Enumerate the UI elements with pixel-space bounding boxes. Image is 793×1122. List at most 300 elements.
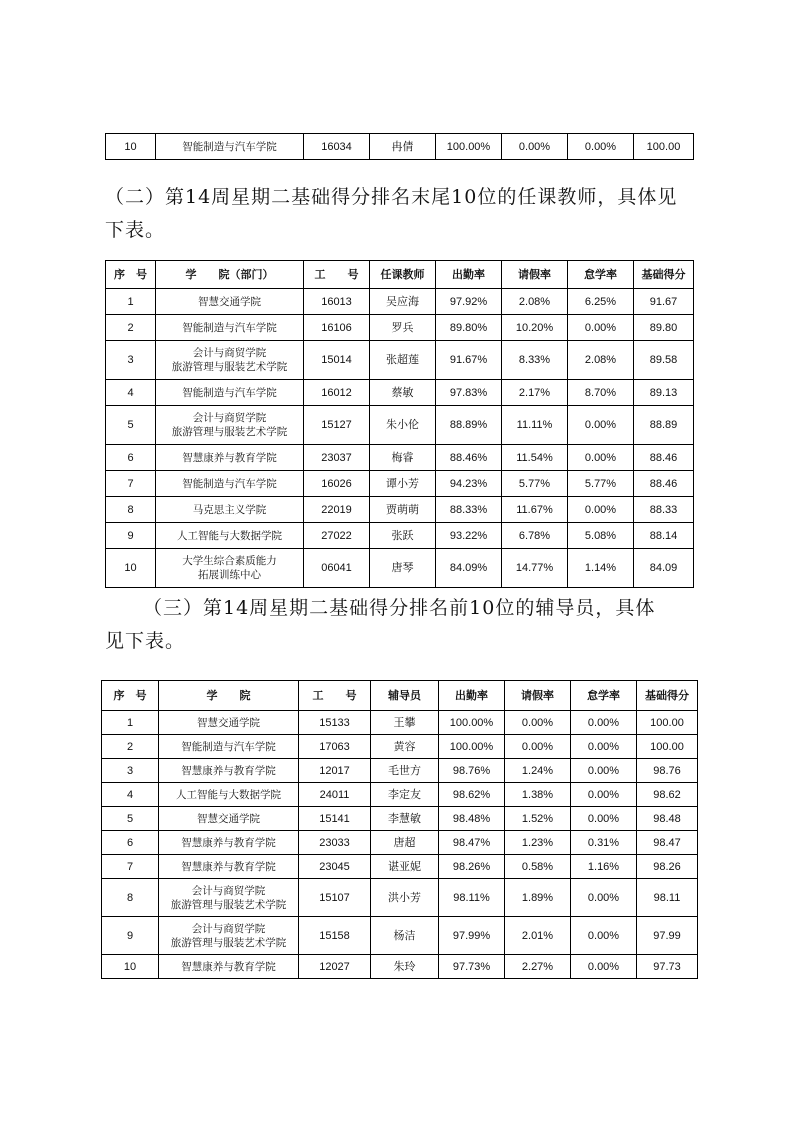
header-id: 工 号 — [299, 681, 371, 711]
cell-line: 3 — [127, 354, 134, 366]
cell-line: 2.17% — [518, 386, 551, 399]
cell-college — [159, 735, 299, 759]
cell-id — [299, 879, 371, 917]
table-row — [102, 735, 698, 759]
table-header-row — [106, 261, 694, 289]
cell-leave — [505, 855, 571, 879]
cell-attendance — [439, 879, 505, 917]
cell-attendance: 100.00% — [436, 134, 502, 160]
cell-id — [304, 549, 370, 588]
cell-name — [371, 955, 439, 979]
cell-attendance — [439, 955, 505, 979]
cell-name — [370, 341, 436, 380]
cell-id — [299, 783, 371, 807]
cell-line: 智能制造与汽车学院 — [182, 477, 277, 490]
cell-line: 1.89% — [521, 891, 554, 904]
header-leave: 请假率 — [502, 261, 568, 289]
cell-line: 6 — [127, 451, 134, 464]
cell-college — [156, 523, 304, 549]
cell-truancy — [568, 289, 634, 315]
cell-score — [637, 783, 698, 807]
cell-score — [634, 289, 694, 315]
cell-line: 0.00% — [587, 891, 620, 904]
cell-line: 89.80 — [649, 321, 678, 334]
cell-leave — [502, 315, 568, 341]
cell-line: 2.08% — [584, 354, 617, 366]
cell-line: 会计与商贸学院 — [192, 347, 267, 359]
cell-line: 6.78% — [518, 529, 551, 542]
cell-rank — [106, 289, 156, 315]
cell-attendance — [439, 735, 505, 759]
cell-line: 智能制造与汽车学院 — [181, 740, 276, 753]
cell-line: 0.00% — [587, 960, 620, 973]
table-header-row — [102, 681, 698, 711]
cell-line: 旅游管理与服装艺术学院 — [171, 361, 288, 373]
cell-college — [159, 831, 299, 855]
table-row — [102, 807, 698, 831]
cell-id — [304, 523, 370, 549]
cell-line: 唐琴 — [391, 561, 414, 574]
cell-score: 100.00 — [634, 134, 694, 160]
table-row — [106, 406, 694, 445]
cell-line: 8.33% — [518, 354, 551, 366]
cell-line: 7 — [126, 860, 134, 873]
cell-line: 8.70% — [584, 386, 617, 399]
cell-score — [634, 523, 694, 549]
cell-line: 王攀 — [393, 715, 416, 729]
cell-rank: 10 — [106, 134, 156, 160]
cell-line: 杨洁 — [393, 928, 416, 942]
cell-attendance — [436, 497, 502, 523]
section2-heading-line1: （二）第14周星期二基础得分排名末尾10位的任课教师，具体见 — [105, 186, 678, 208]
cell-truancy — [568, 445, 634, 471]
cell-rank — [102, 807, 159, 831]
cell-rank — [102, 879, 159, 917]
cell-attendance — [436, 341, 502, 380]
cell-rank — [106, 315, 156, 341]
cell-line: 11.67% — [516, 503, 553, 516]
cell-line: 97.73% — [452, 960, 491, 973]
cell-college — [159, 807, 299, 831]
cell-rank — [102, 955, 159, 979]
cell-leave — [502, 471, 568, 497]
table-row — [106, 380, 694, 406]
cell-score — [637, 879, 698, 917]
header-id: 工 号 — [304, 261, 370, 289]
cell-line: 拓展训练中心 — [198, 569, 261, 581]
cell-name — [370, 445, 436, 471]
cell-score — [637, 955, 698, 979]
cell-line: 旅游管理与服装艺术学院 — [170, 936, 287, 949]
section3-heading-line2: 见下表。 — [105, 630, 186, 652]
cell-line: 23037 — [321, 451, 352, 464]
cell-leave — [505, 879, 571, 917]
cell-line: 李定友 — [388, 787, 421, 801]
cell-line: 88.33 — [649, 503, 678, 516]
cell-attendance — [439, 855, 505, 879]
cell-line: 张超莲 — [386, 353, 419, 366]
cell-line: 朱小伦 — [386, 418, 419, 431]
table-row — [106, 341, 694, 380]
cell-line: 2.27% — [521, 960, 554, 973]
table-row — [102, 831, 698, 855]
cell-line: 23045 — [319, 860, 350, 873]
table-row — [106, 445, 694, 471]
cell-name — [371, 759, 439, 783]
cell-name — [371, 711, 439, 735]
cell-leave — [505, 711, 571, 735]
header-person: 辅导员 — [371, 681, 439, 711]
cell-line: 智慧康养与教育学院 — [181, 860, 276, 873]
cell-line: 15127 — [321, 419, 352, 431]
cell-line: 7 — [127, 477, 134, 490]
cell-line: 1.14% — [584, 562, 617, 574]
cell-line: 1.23% — [521, 836, 554, 849]
cell-line: 10 — [123, 960, 137, 973]
cell-line: 贾萌萌 — [386, 502, 419, 516]
table-row — [102, 879, 698, 917]
cell-line: 0.00% — [521, 740, 554, 753]
cell-attendance — [436, 445, 502, 471]
cell-attendance — [436, 549, 502, 588]
cell-line: 智慧康养与教育学院 — [181, 960, 276, 973]
cell-line: 98.62 — [653, 788, 681, 801]
cell-line: 12027 — [319, 960, 350, 973]
cell-id — [299, 917, 371, 955]
table-row — [102, 711, 698, 735]
cell-line: 0.00% — [587, 929, 620, 942]
cell-score — [634, 380, 694, 406]
cell-leave — [502, 523, 568, 549]
cell-truancy — [568, 406, 634, 445]
cell-line: 马克思主义学院 — [192, 503, 267, 516]
cell-line: 88.46 — [649, 477, 678, 490]
cell-score — [634, 471, 694, 497]
cell-score — [634, 497, 694, 523]
cell-line: 谭小芳 — [386, 476, 419, 490]
header-leave: 请假率 — [505, 681, 571, 711]
header-college: 学 院 — [159, 681, 299, 711]
cell-line: 88.14 — [649, 529, 678, 542]
cell-rank — [106, 406, 156, 445]
cell-line: 1 — [126, 716, 134, 729]
cell-line: 17063 — [319, 740, 350, 753]
cell-name — [371, 879, 439, 917]
header-truancy: 怠学率 — [571, 681, 637, 711]
cell-rank — [102, 783, 159, 807]
cell-truancy — [571, 807, 637, 831]
cell-score — [637, 855, 698, 879]
cell-id: 16034 — [304, 134, 370, 160]
cell-line: 吴应海 — [386, 294, 419, 308]
cell-leave — [502, 406, 568, 445]
cell-line: 智慧交通学院 — [197, 812, 260, 825]
cell-line: 27022 — [321, 529, 352, 542]
cell-attendance — [436, 380, 502, 406]
cell-line: 0.00% — [587, 716, 620, 729]
cell-line: 100.00% — [449, 740, 494, 753]
header-score: 基础得分 — [637, 681, 698, 711]
cell-rank — [102, 855, 159, 879]
cell-id — [299, 735, 371, 759]
cell-college — [156, 549, 304, 588]
cell-id — [304, 497, 370, 523]
cell-line: 0.00% — [587, 764, 620, 777]
cell-line: 蔡敏 — [391, 385, 414, 399]
cell-line: 0.00% — [587, 788, 620, 801]
cell-id — [299, 855, 371, 879]
cell-line: 2.01% — [521, 929, 554, 942]
cell-line: 15133 — [319, 716, 350, 729]
cell-name — [371, 917, 439, 955]
cell-line: 4 — [127, 386, 134, 399]
cell-id — [299, 807, 371, 831]
cell-line: 9 — [126, 929, 134, 942]
cell-college: 智能制造与汽车学院 — [156, 134, 304, 160]
cell-line: 16106 — [321, 321, 352, 334]
cell-truancy — [571, 917, 637, 955]
cell-line: 2.08% — [518, 295, 551, 308]
cell-line: 1.16% — [587, 860, 620, 873]
cell-leave — [505, 735, 571, 759]
cell-college — [156, 471, 304, 497]
cell-line: 5.77% — [518, 477, 551, 490]
cell-rank — [102, 735, 159, 759]
cell-name — [370, 471, 436, 497]
cell-line: 0.00% — [584, 451, 617, 464]
cell-rank — [106, 471, 156, 497]
cell-line: 84.09% — [449, 562, 488, 574]
cell-score — [634, 341, 694, 380]
cell-score — [637, 831, 698, 855]
cell-name — [370, 289, 436, 315]
cell-line: 0.00% — [584, 321, 617, 334]
cell-line: 97.99 — [653, 929, 681, 942]
cell-truancy — [571, 783, 637, 807]
cell-score — [637, 759, 698, 783]
cell-college — [156, 341, 304, 380]
section3-heading-line1: （三）第14周星期二基础得分排名前10位的辅导员，具体 — [143, 597, 656, 619]
cell-rank — [102, 831, 159, 855]
cell-rank — [106, 380, 156, 406]
cell-line: 1.52% — [521, 812, 554, 825]
cell-line: 2 — [126, 740, 134, 753]
cell-attendance — [436, 289, 502, 315]
table-row — [106, 289, 694, 315]
cell-id — [304, 471, 370, 497]
cell-id — [299, 955, 371, 979]
teacher-table — [105, 260, 694, 588]
cell-leave — [505, 759, 571, 783]
cell-truancy — [571, 955, 637, 979]
cell-college — [156, 315, 304, 341]
cell-attendance — [436, 315, 502, 341]
cell-leave — [505, 831, 571, 855]
cell-line: 93.22% — [449, 529, 488, 542]
table-row — [106, 523, 694, 549]
cell-line: 智慧康养与教育学院 — [182, 451, 277, 464]
cell-line: 14.77% — [515, 562, 554, 574]
cell-truancy — [568, 523, 634, 549]
cell-name: 冉倩 — [370, 134, 436, 160]
cell-name — [370, 523, 436, 549]
cell-line: 智慧康养与教育学院 — [181, 836, 276, 849]
cell-line: 6.25% — [584, 295, 617, 308]
cell-college — [159, 879, 299, 917]
cell-attendance — [439, 917, 505, 955]
cell-leave — [505, 807, 571, 831]
cell-attendance — [436, 406, 502, 445]
cell-line: 罗兵 — [391, 320, 414, 334]
cell-line: 98.48 — [653, 812, 681, 825]
cell-college — [156, 406, 304, 445]
cell-rank — [106, 341, 156, 380]
cell-score — [637, 735, 698, 759]
cell-rank — [106, 497, 156, 523]
cell-line: 100.00 — [650, 740, 684, 753]
cell-line: 张跃 — [391, 528, 414, 542]
cell-line: 0.00% — [587, 740, 620, 753]
cell-line: 李慧敏 — [388, 811, 421, 825]
cell-line: 98.47 — [653, 836, 681, 849]
cell-college — [159, 855, 299, 879]
cell-line: 智慧交通学院 — [197, 716, 260, 729]
cell-college — [156, 497, 304, 523]
cell-line: 会计与商贸学院 — [191, 922, 266, 935]
header-truancy: 怠学率 — [568, 261, 634, 289]
cell-name — [370, 497, 436, 523]
cell-attendance — [436, 523, 502, 549]
cell-line: 15158 — [319, 929, 350, 942]
cell-line: 15014 — [321, 354, 352, 366]
cell-name — [370, 315, 436, 341]
cell-score — [634, 406, 694, 445]
table-row — [102, 917, 698, 955]
table-row — [102, 759, 698, 783]
cell-truancy — [568, 549, 634, 588]
header-attendance: 出勤率 — [439, 681, 505, 711]
table-row — [102, 783, 698, 807]
cell-line: 0.00% — [521, 716, 554, 729]
cell-line: 97.73 — [653, 960, 681, 973]
cell-id — [304, 406, 370, 445]
cell-line: 88.89% — [449, 419, 488, 431]
cell-college — [159, 917, 299, 955]
cell-leave — [502, 497, 568, 523]
cell-line: 5 — [127, 419, 134, 431]
cell-id — [299, 831, 371, 855]
cell-line: 06041 — [321, 562, 352, 574]
cell-line: 1 — [127, 295, 134, 308]
cell-line: 人工智能与大数据学院 — [176, 788, 281, 801]
cell-line: 98.47% — [452, 836, 491, 849]
table-row — [102, 855, 698, 879]
cell-id — [304, 341, 370, 380]
cell-name — [371, 783, 439, 807]
cell-line: 98.76% — [452, 764, 491, 777]
cell-line: 100.00% — [449, 716, 494, 729]
cell-line: 98.62% — [452, 788, 491, 801]
cell-line: 智慧康养与教育学院 — [181, 764, 276, 777]
cell-leave — [502, 341, 568, 380]
cell-line: 98.11 — [653, 891, 681, 904]
section2-heading-line2: 下表。 — [105, 219, 166, 241]
header-college: 学 院（部门） — [156, 261, 304, 289]
cell-score — [637, 807, 698, 831]
cell-rank — [102, 759, 159, 783]
cell-name — [371, 855, 439, 879]
cell-truancy — [568, 315, 634, 341]
cell-score — [634, 315, 694, 341]
cell-line: 94.23% — [449, 477, 488, 490]
cell-id — [299, 711, 371, 735]
cell-line: 97.92% — [449, 295, 488, 308]
cell-college — [156, 445, 304, 471]
cell-name — [370, 406, 436, 445]
cell-id — [304, 289, 370, 315]
cell-line: 0.00% — [584, 503, 617, 516]
cell-line: 98.76 — [653, 764, 681, 777]
cell-truancy — [568, 471, 634, 497]
cell-line: 89.80% — [449, 321, 488, 334]
cell-line: 1.38% — [521, 788, 554, 801]
cell-college — [159, 759, 299, 783]
cell-truancy — [571, 759, 637, 783]
cell-line: 24011 — [319, 788, 350, 801]
table-row — [106, 134, 694, 160]
table-row — [106, 471, 694, 497]
cell-line: 91.67 — [649, 295, 678, 308]
cell-college — [156, 380, 304, 406]
cell-line: 91.67% — [449, 354, 488, 366]
cell-attendance — [439, 807, 505, 831]
cell-score — [637, 917, 698, 955]
cell-line: 朱玲 — [393, 959, 416, 973]
cell-score — [634, 549, 694, 588]
cell-line: 2 — [127, 321, 134, 334]
cell-name — [371, 831, 439, 855]
cell-college — [159, 955, 299, 979]
cell-college — [159, 783, 299, 807]
cell-id — [299, 759, 371, 783]
cell-name — [371, 807, 439, 831]
cell-line: 5 — [126, 812, 134, 825]
cell-attendance — [439, 783, 505, 807]
cell-line: 8 — [127, 503, 134, 516]
cell-line: 16013 — [321, 295, 352, 308]
cell-line: 84.09 — [649, 562, 678, 574]
cell-truancy — [571, 735, 637, 759]
cell-line: 8 — [126, 891, 134, 904]
cell-id — [304, 315, 370, 341]
cell-rank — [102, 711, 159, 735]
cell-truancy — [571, 711, 637, 735]
cell-id — [304, 445, 370, 471]
cell-line: 5.08% — [584, 529, 617, 542]
cell-line: 梅睿 — [391, 450, 414, 464]
cell-rank — [106, 549, 156, 588]
cell-name — [370, 380, 436, 406]
cell-line: 唐超 — [393, 835, 416, 849]
cell-attendance — [439, 831, 505, 855]
cell-leave — [505, 783, 571, 807]
cell-line: 16026 — [321, 477, 352, 490]
cell-score — [637, 711, 698, 735]
cell-leave: 0.00% — [502, 134, 568, 160]
cell-leave — [502, 289, 568, 315]
cell-rank — [106, 523, 156, 549]
cell-line: 97.83% — [449, 386, 488, 399]
